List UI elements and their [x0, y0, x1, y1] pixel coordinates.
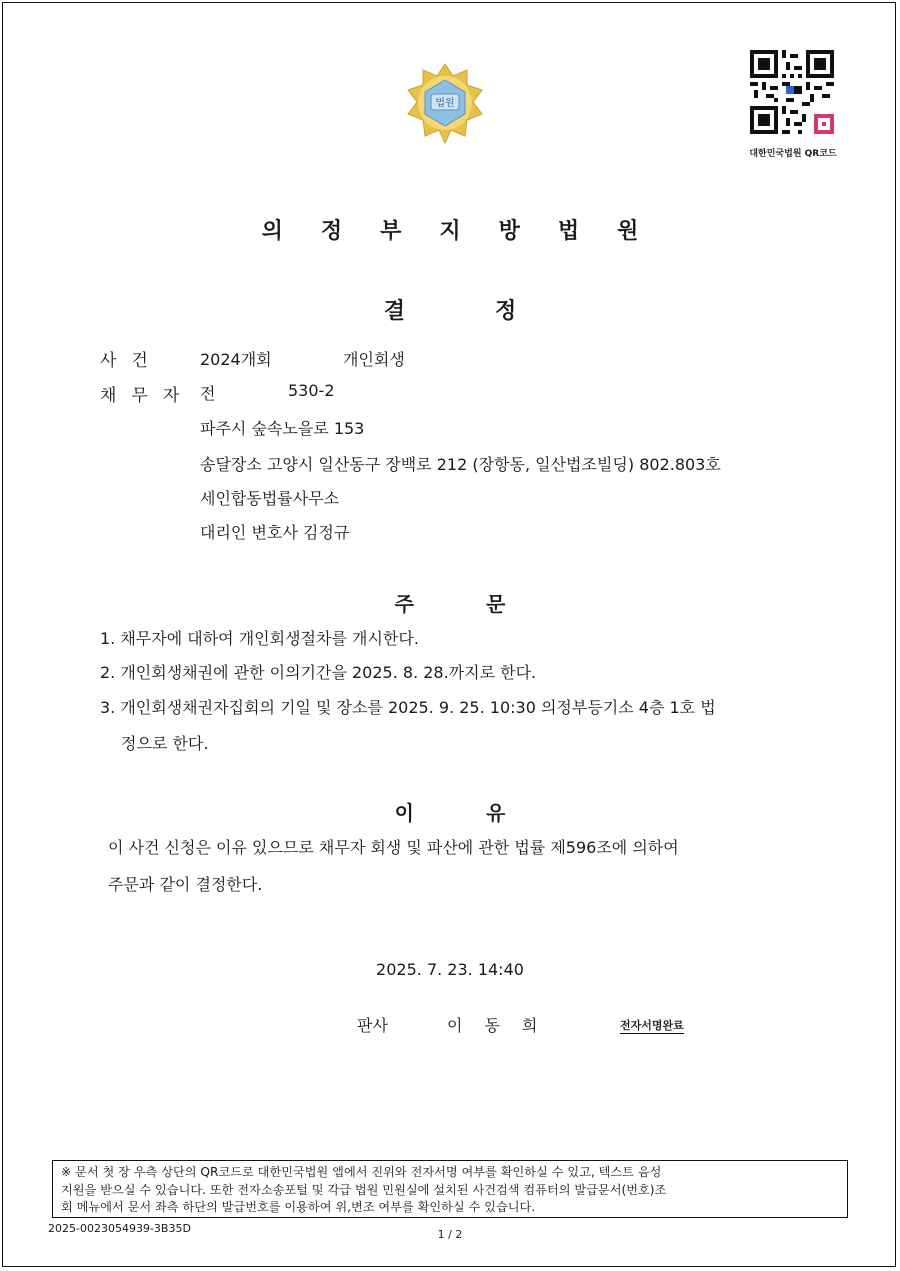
notice-line: 지원을 받으실 수 있습니다. 또한 전자소송포털 및 각급 법원 민원실에 설치된 사건검색 컴퓨터의 발급문서(번호)조 [61, 1182, 667, 1197]
debtor-address: 파주시 숲속노을로 153 [200, 419, 365, 438]
reason-heading: 이유 [394, 801, 578, 825]
court-name: 의정부지방법원 [261, 219, 677, 244]
court-emblem-logo [403, 62, 487, 146]
esign-mark: 전자서명완료 [620, 1019, 684, 1032]
case-type: 개인회생 [343, 350, 405, 369]
page-number: 1 / 2 [437, 1228, 463, 1241]
case-label: 사건 [100, 351, 163, 371]
reason-line: 주문과 같이 결정한다. [108, 875, 263, 894]
decision-date: 2025. 7. 23. 14:40 [376, 960, 524, 979]
judge-name: 이동희 [447, 1016, 560, 1035]
order-item: 2. 개인회생채권에 관한 이의기간을 2025. 8. 28.까지로 한다. [100, 663, 537, 682]
verification-notice [52, 1160, 848, 1218]
law-firm: 세인합동법률사무소 [200, 489, 340, 508]
reason-line: 이 사건 신청은 이유 있으므로 채무자 회생 및 파산에 관한 법률 제596조에 의하여 [108, 838, 679, 857]
judge-label: 판사 [357, 1016, 388, 1035]
qr-caption: 대한민국법원 QR코드 [749, 149, 837, 159]
emblem-text: 법원 [435, 98, 455, 109]
notice-line: 회 메뉴에서 문서 좌측 하단의 발급번호를 이용하여 위,변조 여부를 확인하실 수 있습니다. [61, 1200, 536, 1214]
notice-line: ※ 문서 첫 장 우측 상단의 QR코드로 대한민국법원 앱에서 진위와 전자서명 여부를 확인하실 수 있고, 텍스트 음성 [61, 1165, 662, 1179]
debtor-label: 채무자 [100, 386, 195, 406]
issue-number: 2025-0023054939-3B35D [48, 1222, 191, 1235]
attorney: 대리인 변호사 김정규 [200, 523, 350, 542]
debtor-id-number: 530-2 [288, 381, 335, 400]
order-item: 1. 채무자에 대하여 개인회생절차를 개시한다. [100, 629, 419, 648]
order-item: 3. 개인회생채권자집회의 기일 및 장소를 2025. 9. 25. 10:30 의정부등기소 4층 1호 법 [100, 698, 716, 717]
debtor-name: 전 [200, 384, 216, 403]
order-item: 정으로 한다. [121, 734, 209, 753]
service-place: 송달장소 고양시 일산동구 장백로 212 (장항동, 일산법조빌딩) 802.803호 [200, 455, 721, 474]
case-number: 2024개회 [200, 350, 272, 369]
order-heading: 주문 [394, 592, 578, 616]
doc-title: 결정 [383, 299, 607, 324]
qr-code[interactable] [750, 50, 834, 134]
